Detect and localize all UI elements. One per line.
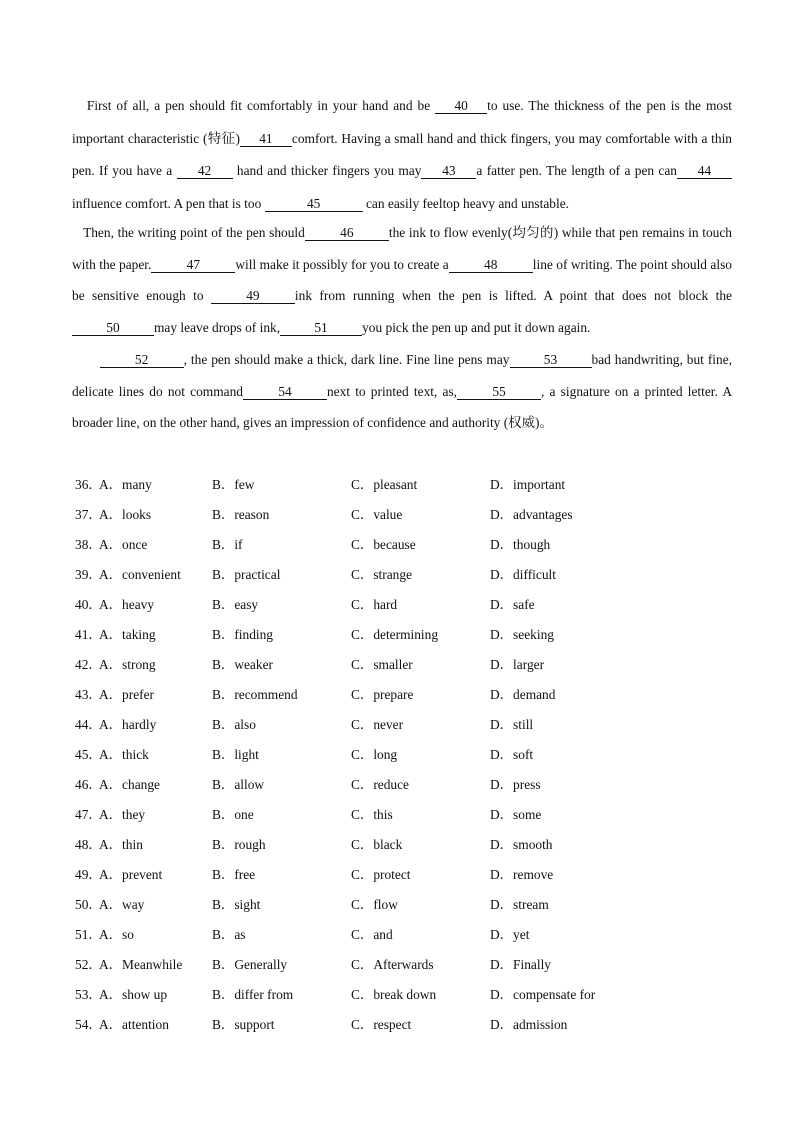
question-number: 40．	[75, 597, 102, 612]
option-b: B．light	[212, 747, 259, 762]
question-number: 52．	[75, 957, 102, 972]
option-b: B．few	[212, 477, 255, 492]
question-row	[75, 1010, 715, 1040]
option-d: D．though	[490, 537, 551, 552]
question-number: 36．	[75, 477, 102, 492]
option-c: C．value	[351, 507, 403, 522]
option-a: A．they	[99, 807, 146, 822]
question-number: 44．	[75, 717, 102, 732]
option-b: B．if	[212, 537, 243, 552]
blank-51: 51	[280, 321, 362, 336]
option-c: C．never	[351, 717, 404, 732]
question-row	[75, 470, 715, 500]
question-number: 38．	[75, 537, 102, 552]
option-a: A．attention	[99, 1017, 169, 1032]
option-d: D．larger	[490, 657, 545, 672]
text: bad handwriting, but fine, delicate lines do not command	[72, 351, 733, 399]
question-row	[75, 890, 715, 920]
question-number: 42．	[75, 657, 102, 672]
option-a: A．heavy	[99, 597, 155, 612]
option-d: D．admission	[490, 1017, 568, 1032]
question-number: 54．	[75, 1017, 102, 1032]
question-row	[75, 920, 715, 950]
option-d: D．yet	[490, 927, 530, 942]
blank-43: 43	[421, 164, 476, 179]
question-number: 48．	[75, 837, 102, 852]
question-number: 50．	[75, 897, 102, 912]
option-d: D．important	[490, 477, 566, 492]
option-c: C．protect	[351, 867, 411, 882]
blank-45: 45	[265, 197, 363, 212]
option-b: B．support	[212, 1017, 275, 1032]
question-number: 46．	[75, 777, 102, 792]
text: may leave drops of ink,	[154, 320, 281, 336]
question-number: 49．	[75, 867, 102, 882]
option-d: D．stream	[490, 897, 549, 912]
option-d: D．compensate for	[490, 987, 596, 1002]
option-c: C．hard	[351, 597, 398, 612]
question-number: 37．	[75, 507, 102, 522]
blank-40: 40	[435, 99, 487, 114]
question-row	[75, 560, 715, 590]
blank-46: 46	[305, 226, 389, 241]
option-b: B．differ from	[212, 987, 294, 1002]
blank-44: 44	[677, 164, 732, 179]
option-d: D．advantages	[490, 507, 573, 522]
option-a: A．hardly	[99, 717, 157, 732]
option-a: A．looks	[99, 507, 152, 522]
blank-53: 53	[510, 353, 592, 368]
text: , a signature on a printed letter. A broader line, on the other hand, gives an impression of confidence and authority (权威)。	[72, 383, 732, 431]
question-number: 51．	[75, 927, 102, 942]
option-c: C．and	[351, 927, 393, 942]
question-row	[75, 650, 715, 680]
option-a: A．many	[99, 477, 152, 492]
question-row	[75, 500, 715, 530]
option-c: C．because	[351, 537, 416, 552]
option-a: A．strong	[99, 657, 156, 672]
option-c: C．break down	[351, 987, 437, 1002]
option-c: C．respect	[351, 1017, 412, 1032]
blank-49: 49	[211, 289, 295, 304]
text: hand and thicker fingers you may	[232, 163, 422, 178]
question-number: 47．	[75, 807, 102, 822]
text: a fatter pen. The length of a pen can	[476, 163, 677, 178]
option-c: C．determining	[351, 627, 439, 642]
option-a: A．Meanwhile	[99, 957, 183, 972]
text: influence comfort. A pen that is too	[72, 195, 265, 211]
option-c: C．this	[351, 807, 393, 822]
option-b: B．practical	[212, 567, 281, 582]
option-a: A．way	[99, 897, 145, 912]
option-d: D．remove	[490, 867, 554, 882]
option-d: D．seeking	[490, 627, 554, 642]
option-d: D．difficult	[490, 567, 556, 582]
text: next to printed text, as,	[326, 383, 458, 399]
option-d: D．press	[490, 777, 541, 792]
text: you pick the pen up and put it down again.	[362, 320, 591, 336]
question-row	[75, 860, 715, 890]
text: to use. The thickness of the pen is the most important characteristic (特征)	[72, 98, 732, 146]
option-a: A．once	[99, 537, 148, 552]
option-c: C．prepare	[351, 687, 414, 702]
question-row	[75, 950, 715, 980]
option-c: C．pleasant	[351, 477, 418, 492]
option-a: A．so	[99, 927, 134, 942]
text: Then, the writing point of the pen should	[83, 225, 305, 240]
option-b: B．free	[212, 867, 256, 882]
blank-52: 52	[100, 353, 184, 368]
question-row	[75, 980, 715, 1010]
question-row	[75, 740, 715, 770]
text: , the pen should make a thick, dark line. Fine line pens may	[183, 351, 510, 367]
option-d: D．Finally	[490, 957, 552, 972]
option-b: B．sight	[212, 897, 261, 912]
option-d: D．still	[490, 717, 534, 732]
text: will make it possibly for you to create a	[235, 256, 449, 272]
question-row	[75, 830, 715, 860]
question-row	[75, 710, 715, 740]
question-number: 53．	[75, 987, 102, 1002]
question-number: 45．	[75, 747, 102, 762]
option-a: A．change	[99, 777, 160, 792]
option-a: A．convenient	[99, 567, 181, 582]
option-b: B．one	[212, 807, 254, 822]
text: the ink to flow evenly(均匀的) while that pen remains in touch with the paper.	[72, 225, 732, 272]
option-b: B．allow	[212, 777, 265, 792]
text: comfort. Having a small hand and thick fingers, you may comfortable with a thin pen. If you have a	[72, 130, 733, 178]
paragraph-2	[72, 217, 732, 344]
option-d: D．smooth	[490, 837, 553, 852]
option-c: C．reduce	[351, 777, 410, 792]
text: First of all, a pen should fit comfortably in your hand and be	[86, 98, 436, 113]
option-c: C．flow	[351, 897, 398, 912]
option-c: C．long	[351, 747, 398, 762]
blank-48: 48	[449, 258, 533, 273]
blank-50: 50	[72, 321, 154, 336]
passage	[72, 90, 732, 439]
option-d: D．some	[490, 807, 542, 822]
blank-42: 42	[177, 164, 233, 179]
option-a: A．prevent	[99, 867, 163, 882]
question-row	[75, 590, 715, 620]
question-row	[75, 680, 715, 710]
option-d: D．safe	[490, 597, 535, 612]
question-row	[75, 770, 715, 800]
option-c: C．black	[351, 837, 403, 852]
option-a: A．taking	[99, 627, 156, 642]
option-b: B．also	[212, 717, 256, 732]
option-c: C．Afterwards	[351, 957, 434, 972]
paragraph-1	[72, 90, 732, 220]
blank-47: 47	[151, 258, 235, 273]
question-number: 39．	[75, 567, 102, 582]
text: line of writing. The point should also be sensitive enough to	[72, 256, 732, 304]
question-row	[75, 530, 715, 560]
question-row	[75, 800, 715, 830]
option-c: C．smaller	[351, 657, 413, 672]
option-a: A．thick	[99, 747, 149, 762]
option-b: B．finding	[212, 627, 274, 642]
text: ink from running when the pen is lifted. A point that does not block the	[294, 288, 732, 304]
text: can easily feeltop heavy and unstable.	[362, 195, 569, 211]
option-c: C．strange	[351, 567, 412, 582]
blank-41: 41	[240, 132, 292, 147]
option-a: A．prefer	[99, 687, 155, 702]
blank-54: 54	[243, 385, 327, 400]
paragraph-3	[72, 344, 732, 439]
option-b: B．rough	[212, 837, 266, 852]
option-a: A．show up	[99, 987, 168, 1002]
question-number: 41．	[75, 627, 102, 642]
option-b: B．Generally	[212, 957, 288, 972]
question-list	[75, 470, 715, 1040]
option-d: D．soft	[490, 747, 534, 762]
option-b: B．reason	[212, 507, 270, 522]
option-b: B．easy	[212, 597, 259, 612]
blank-55: 55	[457, 385, 541, 400]
option-a: A．thin	[99, 837, 143, 852]
option-d: D．demand	[490, 687, 556, 702]
option-b: B．weaker	[212, 657, 273, 672]
question-row	[75, 620, 715, 650]
option-b: B．as	[212, 927, 246, 942]
option-b: B．recommend	[212, 687, 298, 702]
question-number: 43．	[75, 687, 102, 702]
